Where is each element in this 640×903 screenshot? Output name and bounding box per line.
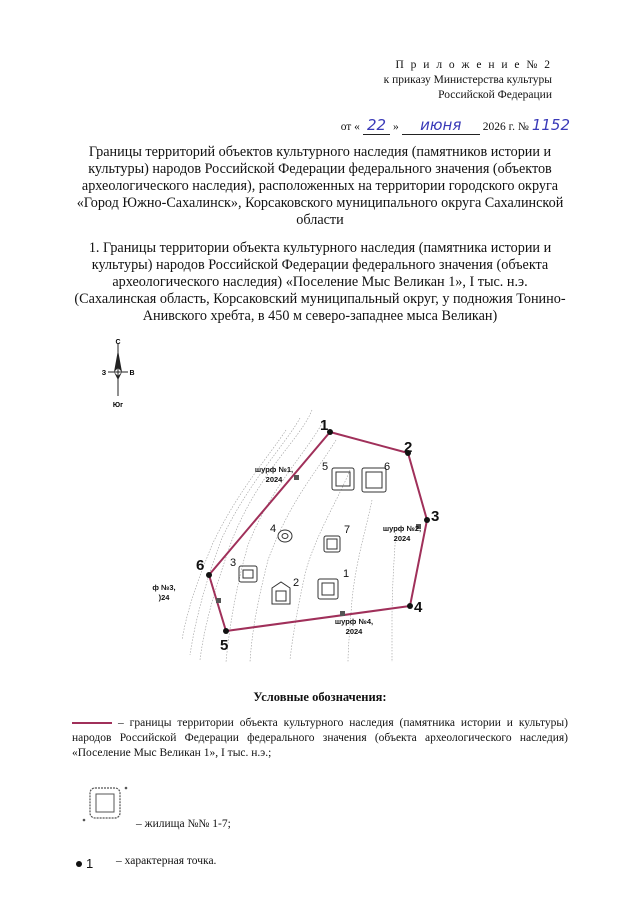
dwelling-7 [324, 536, 340, 552]
pit-1-marker [294, 475, 299, 480]
section-title: 1. Границы территории объекта культурного наследия (памятника истории и культуры) народов Российской Федерации федерального значения (объекта археологического наследия) «Поселение Мыс Великан 1», I тыс. н.э. (Сахалинская область, Корсаковский муниципальный округ, у подножия Тонино-Анивского хребта, в 450 м северо-западнее мыса Великан) [74, 240, 566, 324]
dwelling-6-label: 6 [384, 461, 391, 473]
dwelling-4-label: 4 [270, 523, 277, 535]
appendix-line2: к приказу Министерства культуры [383, 74, 552, 86]
pit-2-year: 2024 [393, 534, 411, 543]
legend-point-label: 1 [86, 856, 94, 871]
dwellings [230, 461, 390, 604]
legend-point-row [76, 856, 93, 871]
pit-1-name: шурф №1, [254, 465, 294, 474]
appendix-title: П р и л о ж е н и е № 2 [395, 59, 552, 71]
dwelling-4 [278, 530, 292, 542]
legend-dwelling-icon [80, 780, 130, 830]
compass-south: Юг [112, 402, 124, 409]
point-5-label: 5 [220, 637, 229, 654]
pit-3-year: )24 [158, 593, 170, 602]
date-number: 1152 [531, 116, 570, 134]
legend-point-text: – характерная точка. [116, 855, 217, 867]
date-prefix: от « [340, 121, 360, 133]
dwelling-5-label: 5 [322, 461, 329, 473]
point-4-marker [407, 603, 413, 609]
point-3-label: 3 [431, 508, 440, 525]
legend-boundary-text: – границы территории объекта культурного наследия (памятника истории и культуры) народов Российской Федерации федерального значения (объекта археологического наследия) «Поселение Мыс Великан 1», I тыс. н.э.; [72, 717, 568, 759]
document-title: Границы территорий объектов культурного наследия (памятников истории и культуры) народов Российской Федерации федерального значения (объектов археологического наследия), расположенных на территории городского округа «Город Южно-Сахалинск», Корсаковского муниципального округа Сахалинской области [76, 144, 564, 228]
point-5-marker [223, 628, 229, 634]
dwelling-1-label: 1 [343, 568, 350, 580]
dwelling-5 [332, 468, 354, 490]
pit-3-name: ф №3, [152, 583, 176, 592]
dwelling-2 [272, 582, 290, 604]
legend-dwelling-text: – жилища №№ 1-7; [136, 818, 231, 830]
dwelling-6 [362, 468, 386, 492]
dwelling-2-label: 2 [293, 577, 300, 589]
pit-2-name: шурф №2, [382, 524, 422, 533]
compass [98, 336, 142, 412]
order-date-line [341, 116, 570, 135]
point-4-label: 4 [414, 599, 423, 616]
point-6-marker [206, 572, 212, 578]
appendix-line3: Российской Федерации [438, 89, 552, 101]
pit-1-year: 2024 [265, 475, 283, 484]
pit-4-name: шурф №4, [334, 617, 374, 626]
compass-east: В [129, 370, 135, 377]
dwelling-3-label: 3 [230, 557, 237, 569]
legend-heading: Условные обозначения: [253, 690, 387, 704]
point-2-label: 2 [404, 439, 413, 456]
point-6-label: 6 [196, 557, 205, 574]
date-day: 22 [363, 116, 390, 135]
site-plan-map [150, 400, 470, 670]
compass-north: С [115, 339, 121, 346]
dwelling-1 [318, 579, 338, 599]
legend-point-marker [76, 861, 82, 867]
date-mid: » [393, 121, 399, 133]
dwelling-7-label: 7 [344, 524, 351, 536]
pit-3-marker [216, 598, 221, 603]
dwelling-3 [239, 566, 257, 582]
compass-west: З [101, 370, 107, 377]
appendix-header [384, 58, 552, 103]
pit-4-marker [340, 611, 345, 616]
date-year: 2026 г. № [482, 121, 529, 133]
point-1-label: 1 [320, 417, 329, 434]
pit-4-year: 2024 [345, 627, 363, 636]
date-month: июня [402, 116, 480, 135]
point-3-marker [424, 517, 430, 523]
